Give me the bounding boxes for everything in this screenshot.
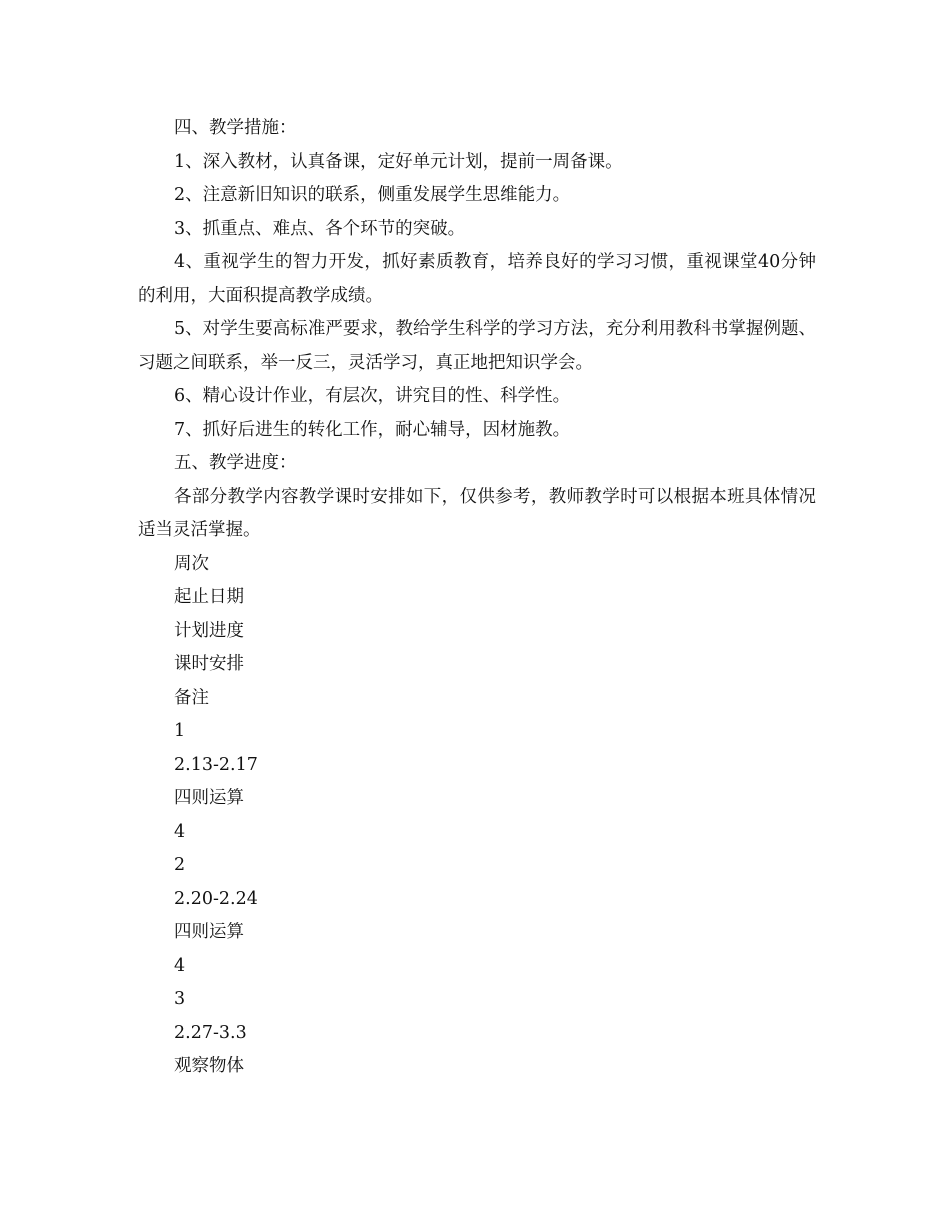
table-header-plan: 计划进度: [174, 620, 244, 641]
row-1-topic: 四则运算: [174, 788, 244, 808]
row-2-topic: 四则运算: [174, 922, 244, 942]
section-heading-measures: 四、教学措施：: [174, 118, 297, 138]
row-1-week: 1: [174, 721, 186, 741]
progress-intro: 各部分教学内容教学课时安排如下，仅供参考，教师教学时可以根据本班具体情况适当灵活掌握。: [138, 486, 816, 540]
table-header-dates: 起止日期: [174, 587, 244, 607]
table-header-week: 周次: [174, 553, 209, 574]
document-body: [138, 112, 816, 1084]
table-header-hours: 课时安排: [174, 654, 244, 674]
measure-item-6: 6、精心设计作业，有层次，讲究目的性、科学性。: [174, 386, 571, 406]
measure-item-7: 7、抓好后进生的转化工作，耐心辅导，因材施教。: [174, 419, 571, 440]
row-2-week: 2: [174, 855, 186, 875]
row-1-dates: 2.13-2.17: [174, 754, 258, 775]
table-header-notes: 备注: [174, 687, 209, 708]
measure-item-4: 4、重视学生的智力开发，抓好素质教育，培养良好的学习习惯，重视课堂40分钟的利用，大面积提高教学成绩。: [138, 252, 816, 306]
row-2-hours: 4: [174, 955, 186, 976]
row-3-week: 3: [174, 989, 186, 1009]
row-3-dates: 2.27-3.3: [174, 1022, 247, 1043]
measure-item-3: 3、抓重点、难点、各个环节的突破。: [174, 218, 466, 239]
row-1-hours: 4: [174, 821, 186, 842]
measure-item-2: 2、注意新旧知识的联系，侧重发展学生思维能力。: [174, 185, 571, 205]
row-2-dates: 2.20-2.24: [174, 888, 258, 909]
measure-item-1: 1、深入教材，认真备课，定好单元计划，提前一周备课。: [174, 151, 623, 172]
section-heading-progress: 五、教学进度：: [174, 453, 297, 473]
row-3-topic: 观察物体: [174, 1056, 244, 1076]
measure-item-5: 5、对学生要高标准严要求，教给学生科学的学习方法，充分利用教科书掌握例题、习题之间联系，举一反三，灵活学习，真正地把知识学会。: [138, 319, 816, 373]
